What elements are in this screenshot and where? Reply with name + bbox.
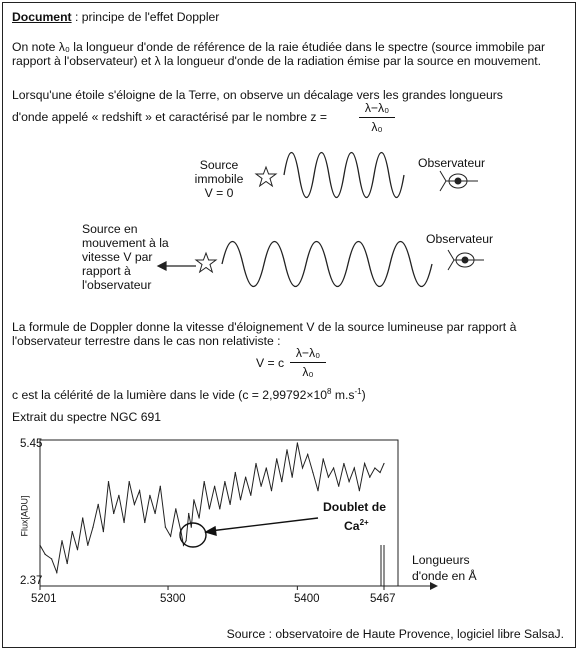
spectrum-point xyxy=(134,504,135,505)
spectrum-point xyxy=(77,549,78,550)
spectrum-point xyxy=(186,540,187,541)
source-static-label-2: immobile xyxy=(194,172,244,186)
spectrum-point xyxy=(160,486,161,487)
formula-z-denominator: λ₀ xyxy=(371,120,383,134)
spectrum-point xyxy=(297,442,298,443)
formula-v-denominator: λ₀ xyxy=(302,365,314,379)
spectrum-point xyxy=(240,499,241,500)
spectrum-point xyxy=(359,490,360,491)
header-title: principe de l'effet Doppler xyxy=(81,10,220,24)
spectrum-point xyxy=(328,477,329,478)
formula-v-lhs: V = c xyxy=(256,356,285,370)
paragraph-redshift-line1: Lorsqu'une étoile s'éloigne de la Terre, on observe un décalage vers les grandes longueurs xyxy=(12,88,503,102)
spectrum-point xyxy=(261,486,262,487)
spectrum-point xyxy=(183,545,184,546)
doublet-annotation-line2 xyxy=(344,516,369,533)
spectrum-point xyxy=(124,522,125,523)
source-moving-label-5: l'observateur xyxy=(82,278,152,292)
spectrum-point xyxy=(369,477,370,478)
spectrum-point xyxy=(191,527,192,528)
spectrum-point xyxy=(307,454,308,455)
spectrum-title: Extrait du spectre NGC 691 xyxy=(12,410,162,424)
light-speed-unit: m.s xyxy=(331,388,355,403)
source-moving-label-2: mouvement à la xyxy=(82,236,169,250)
source-moving-label-4: rapport à xyxy=(82,264,131,278)
spectrum-point xyxy=(92,527,93,528)
spectrum-point xyxy=(108,481,109,482)
light-speed-end: ) xyxy=(361,388,366,403)
header-label: Document xyxy=(12,10,72,24)
spectrum-point xyxy=(343,463,344,464)
x-tick-label-5400: 5400 xyxy=(294,593,320,605)
spectrum-point xyxy=(333,467,334,468)
spectrum-point xyxy=(103,531,104,532)
light-speed-exponent: 8 xyxy=(327,387,332,396)
spectrum-point xyxy=(155,513,156,514)
spectrum-point xyxy=(312,472,313,473)
axis-caption-line1: Longueurs xyxy=(412,553,470,567)
spectrum-point xyxy=(165,527,166,528)
source-moving-label-1: Source en xyxy=(82,222,138,236)
light-speed-unit-exponent: -1 xyxy=(354,387,362,396)
spectrum-point xyxy=(235,472,236,473)
source-footer: Source : observatoire de Haute Provence, logiciel libre SalsaJ. xyxy=(226,627,564,641)
spectrum-point xyxy=(51,558,52,559)
spectrum-point xyxy=(98,504,99,505)
spectrum-point xyxy=(214,486,215,487)
spectrum-point xyxy=(144,522,145,523)
spectrum-point xyxy=(113,513,114,514)
source-static-label-3: V = 0 xyxy=(204,186,234,200)
paragraph-redshift-line2: d'onde appelé « redshift » et caractérisé par le nombre z = xyxy=(12,110,327,124)
spectrum-point xyxy=(149,495,150,496)
spectrum-point xyxy=(292,477,293,478)
spectrum-point xyxy=(188,513,189,514)
annotation-arrow-icon xyxy=(206,518,318,535)
spectrum-point xyxy=(193,499,194,500)
light-speed-text: c est la célérité de la lumière dans le vide (c = 2,99792×10 xyxy=(12,388,328,403)
spectrum-point xyxy=(383,463,384,464)
y-max-label: 5.45 xyxy=(20,438,43,450)
spectrum-point xyxy=(338,486,339,487)
observer-label-top: Observateur xyxy=(418,156,486,170)
spectrum-point xyxy=(45,554,46,555)
x-tick-label-5300: 5300 xyxy=(160,593,186,605)
spectrum-point xyxy=(82,517,83,518)
spectrum-point xyxy=(380,472,381,473)
spectrum-point xyxy=(317,490,318,491)
spectrum-point xyxy=(204,481,205,482)
spectrum-point xyxy=(271,490,272,491)
spectrum-point xyxy=(139,490,140,491)
axis-caption-line2: d'onde en Å xyxy=(412,569,477,583)
spectrum-point xyxy=(39,545,40,546)
doublet-element: Ca xyxy=(344,519,360,534)
spectrum-point xyxy=(374,467,375,468)
y-axis-label: Flux[ADU] xyxy=(19,495,30,537)
formula-v-numerator: λ−λ₀ xyxy=(295,346,321,360)
source-static-label-1: Source xyxy=(199,158,239,172)
spectrum-point xyxy=(255,463,256,464)
spectrum-point xyxy=(364,463,365,464)
formula-z-numerator: λ−λ₀ xyxy=(364,101,390,115)
x-tick-label-5201: 5201 xyxy=(31,593,57,605)
header-separator: : xyxy=(71,10,82,24)
spectrum-point xyxy=(354,467,355,468)
doublet-highlight-circle xyxy=(180,523,206,547)
spectrum-point xyxy=(302,467,303,468)
paragraph-definition: On note λ₀ la longueur d'onde de référence de la raie étudiée dans le spectre (source immobile par rapport à l'observateur) et λ la longueur d'onde de la radiation émise par la source en mouvement. xyxy=(12,40,546,68)
spectrum-point xyxy=(67,563,68,564)
spectrum-point xyxy=(209,508,210,509)
x-tick-label-5467: 5467 xyxy=(370,593,396,605)
x-ticks xyxy=(40,586,384,590)
spectrum-point xyxy=(250,495,251,496)
spectrum-point xyxy=(266,467,267,468)
spectrum-point xyxy=(276,458,277,459)
spectrum-point xyxy=(245,477,246,478)
spectrum-point xyxy=(286,449,287,450)
observer-label-bottom: Observateur xyxy=(426,232,494,246)
spectrum-point xyxy=(61,540,62,541)
spectrum-point xyxy=(281,481,282,482)
spectrum-point xyxy=(170,536,171,537)
spectrum-point xyxy=(175,508,176,509)
spectrum-point xyxy=(323,458,324,459)
spectrum-point xyxy=(87,545,88,546)
paragraph-doppler-formula: La formule de Doppler donne la vitesse d'éloignement V de la source lumineuse par rapport à l'observateur terrestre dans le cas non relativiste : xyxy=(12,320,517,348)
spectrum-point xyxy=(224,481,225,482)
x-axis-arrow-icon xyxy=(430,582,438,590)
spectrum-point xyxy=(118,495,119,496)
spectrum-point xyxy=(219,508,220,509)
spectrum-point xyxy=(72,531,73,532)
doublet-charge: 2+ xyxy=(359,518,369,527)
spectrum-point xyxy=(199,517,200,518)
spectrum-point xyxy=(129,481,130,482)
spectrum-point xyxy=(230,504,231,505)
y-min-label: 2.37 xyxy=(20,575,43,587)
doublet-annotation-line1: Doublet de xyxy=(323,500,386,514)
spectrum-point xyxy=(349,481,350,482)
source-moving-label-3: vitesse V par xyxy=(82,250,153,264)
spectrum-point xyxy=(56,572,57,573)
